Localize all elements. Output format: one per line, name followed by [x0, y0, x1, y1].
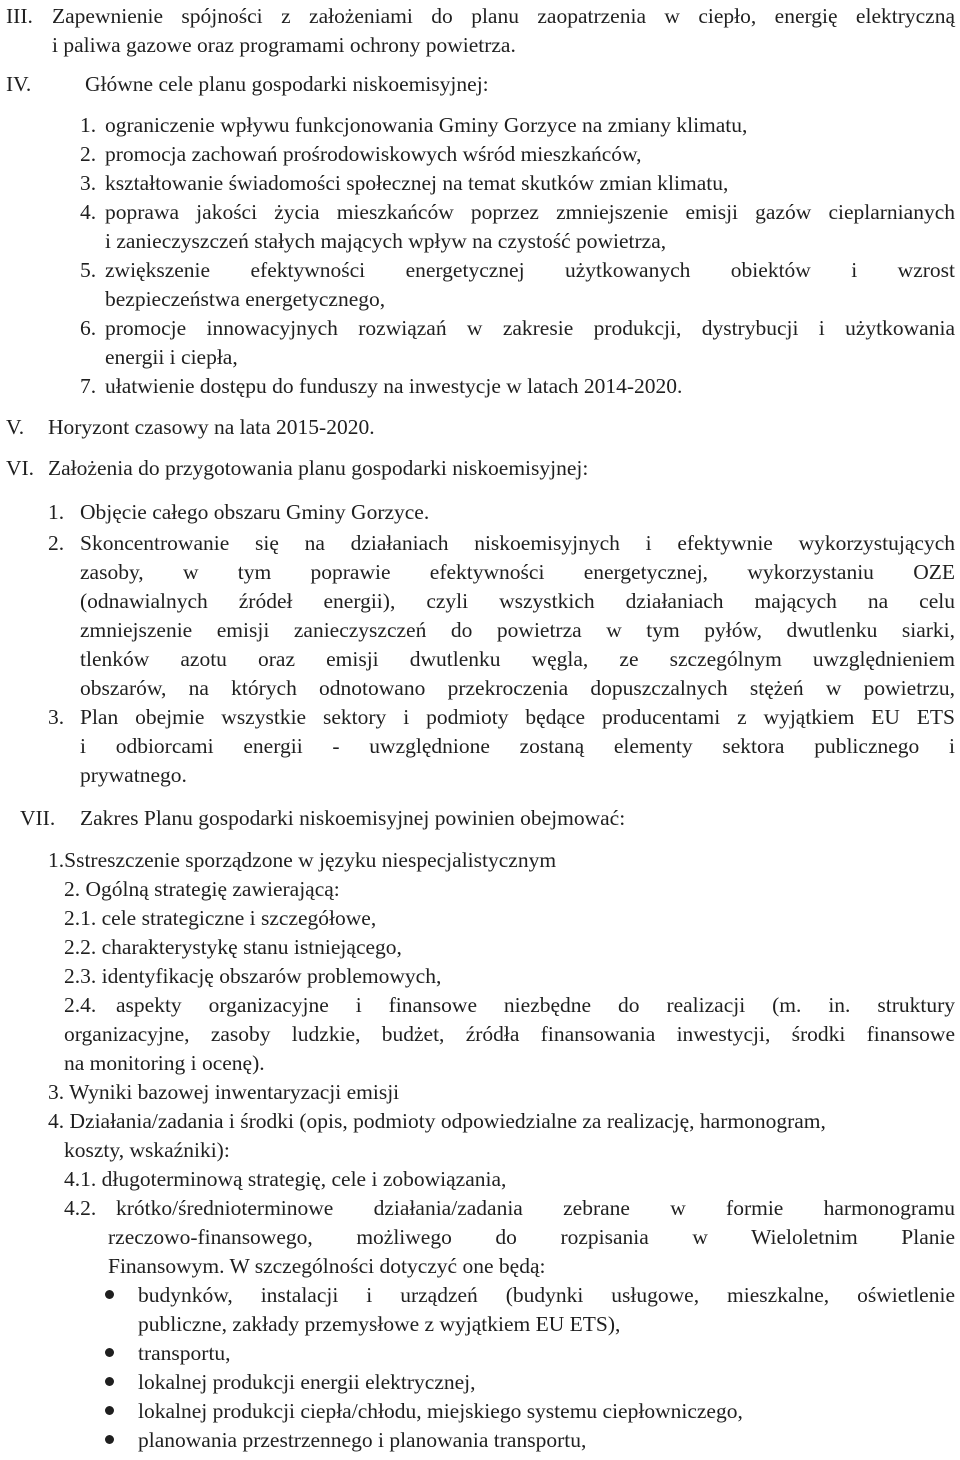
list-subitem: 4.1. długoterminową strategię, cele i zobowiązania,: [64, 1167, 507, 1191]
bullet-marker: [105, 1406, 114, 1415]
list-subitem: krótko/średnioterminowe działania/zadania zebrane w formie harmonogramu: [116, 1196, 955, 1220]
list-number: 5.: [80, 258, 97, 282]
list-number: 7.: [80, 374, 97, 398]
list-item-continuation: bezpieczeństwa energetycznego,: [105, 287, 386, 311]
section-heading: Zakres Planu gospodarki niskoemisyjnej powinien obejmować:: [80, 806, 626, 830]
bullet-item: planowania przestrzennego i planowania transportu,: [138, 1428, 587, 1452]
list-item: promocje innowacyjnych rozwiązań w zakresie produkcji, dystrybucji i użytkowania: [105, 316, 955, 340]
list-number: 1.: [80, 113, 97, 137]
list-item: 1.Sstreszczenie sporządzone w języku niespecjalistycznym: [48, 848, 557, 872]
section-numeral: V.: [6, 415, 25, 439]
bullet-item: budynków, instalacji i urządzeń (budynki usługowe, mieszkalne, oświetlenie: [138, 1283, 955, 1307]
list-number: 1.: [48, 500, 65, 524]
bullet-item: lokalnej produkcji energii elektrycznej,: [138, 1370, 476, 1394]
paragraph-line: i odbiorcami energii - uwzględnione zostaną elementy sektora publicznego i: [80, 734, 955, 758]
paragraph-line: (odnawialnych źródeł energii), czyli wszystkich działaniach mających na celu: [80, 589, 955, 613]
list-number: 4.2.: [64, 1196, 97, 1220]
paragraph-line: zmniejszenie emisji zanieczyszczeń do powietrza w tym pyłów, dwutlenku siarki,: [80, 618, 955, 642]
list-subitem: 2.1. cele strategiczne i szczegółowe,: [64, 906, 377, 930]
list-item-continuation: koszty, wskaźniki):: [64, 1138, 230, 1162]
list-number: 2.: [48, 531, 65, 555]
list-item: poprawa jakości życia mieszkańców poprzez zmniejszenie emisji gazów cieplarnianych: [105, 200, 955, 224]
list-number: 4.: [80, 200, 97, 224]
bullet-item-continuation: publiczne, zakłady przemysłowe z wyjątkiem EU ETS),: [138, 1312, 621, 1336]
bullet-item: transportu,: [138, 1341, 231, 1365]
list-subitem-continuation: Finansowym. W szczególności dotyczyć one będą:: [108, 1254, 546, 1278]
list-item-continuation: energii i ciepła,: [105, 345, 238, 369]
list-subitem: aspekty organizacyjne i finansowe niezbędne do realizacji (m. in. struktury: [116, 993, 955, 1017]
bullet-marker: [105, 1290, 114, 1299]
bullet-marker: [105, 1348, 114, 1357]
bullet-marker: [105, 1435, 114, 1444]
list-item-continuation: i zanieczyszczeń stałych mających wpływ na czystość powietrza,: [105, 229, 667, 253]
section-heading: Główne cele planu gospodarki niskoemisyjnej:: [85, 72, 489, 96]
paragraph-line: tlenków azotu oraz emisji dwutlenku węgla, ze szczególnym uwzględnieniem: [80, 647, 955, 671]
list-subitem-continuation: rzeczowo-finansowego, możliwego do rozpisania w Wieloletnim Planie: [108, 1225, 955, 1249]
list-item: Objęcie całego obszaru Gminy Gorzyce.: [80, 500, 430, 524]
paragraph-line: obszarów, na których odnotowano przekroczenia dopuszczalnych stężeń w powietrzu,: [80, 676, 955, 700]
bullet-marker: [105, 1377, 114, 1386]
list-subitem: 2.3. identyfikację obszarów problemowych,: [64, 964, 442, 988]
section-numeral: III.: [6, 4, 33, 28]
list-number: 3.: [80, 171, 97, 195]
list-item: kształtowanie świadomości społecznej na temat skutków zmian klimatu,: [105, 171, 729, 195]
list-item: 3. Wyniki bazowej inwentaryzacji emisji: [48, 1080, 400, 1104]
list-number: 6.: [80, 316, 97, 340]
section-heading: Horyzont czasowy na lata 2015-2020.: [48, 415, 375, 439]
paragraph-line: Plan obejmie wszystkie sektory i podmioty będące producentami z wyjątkiem EU ETS: [80, 705, 955, 729]
list-item: 4. Działania/zadania i środki (opis, podmioty odpowiedzialne za realizację, harmonogram,: [48, 1109, 826, 1133]
list-subitem-continuation: organizacyjne, zasoby ludzkie, budżet, źródła finansowania inwestycji, środki finansowe: [64, 1022, 955, 1046]
section-heading: Założenia do przygotowania planu gospodarki niskoemisyjnej:: [48, 456, 589, 480]
section-numeral: VII.: [20, 806, 56, 830]
list-item: 2. Ogólną strategię zawierającą:: [64, 877, 340, 901]
list-item: zwiększenie efektywności energetycznej użytkowanych obiektów i wzrost: [105, 258, 955, 282]
paragraph-line: prywatnego.: [80, 763, 187, 787]
list-item: ułatwienie dostępu do funduszy na inwestycje w latach 2014-2020.: [105, 374, 683, 398]
list-number: 2.: [80, 142, 97, 166]
section-heading-line: Zapewnienie spójności z założeniami do planu zaopatrzenia w ciepło, energię elektryczną: [52, 4, 955, 28]
paragraph-line: Skoncentrowanie się na działaniach niskoemisyjnych i efektywnie wykorzystujących: [80, 531, 955, 555]
list-subitem-continuation: na monitoring i ocenę).: [64, 1051, 265, 1075]
bullet-item: lokalnej produkcji ciepła/chłodu, miejskiego systemu ciepłowniczego,: [138, 1399, 743, 1423]
section-heading-line: i paliwa gazowe oraz programami ochrony powietrza.: [52, 33, 516, 57]
list-number: 3.: [48, 705, 65, 729]
list-number: 2.4.: [64, 993, 97, 1017]
section-numeral: IV.: [6, 72, 32, 96]
list-item: promocja zachowań prośrodowiskowych wśród mieszkańców,: [105, 142, 642, 166]
paragraph-line: zasoby, w tym poprawie efektywności energetycznej, wykorzystaniu OZE: [80, 560, 955, 584]
section-numeral: VI.: [6, 456, 35, 480]
list-item: ograniczenie wpływu funkcjonowania Gminy Gorzyce na zmiany klimatu,: [105, 113, 748, 137]
list-subitem: 2.2. charakterystykę stanu istniejącego,: [64, 935, 402, 959]
